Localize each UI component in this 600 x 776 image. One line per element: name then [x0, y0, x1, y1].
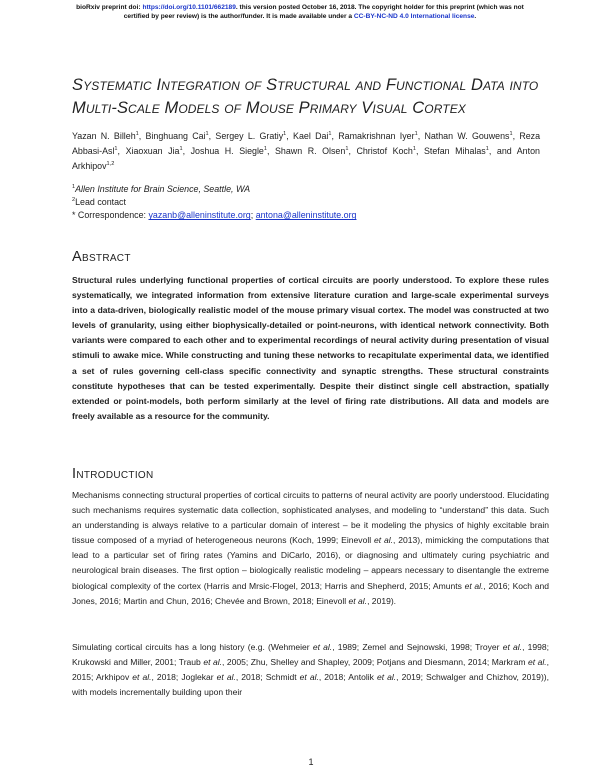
abstract-text: Structural rules underlying functional properties of cortical circuits are poorly understood. To explore these rules systematically, we integrated information from extensive literature curation and large-scale experimental surveys into a data-driven, biologically realistic model of the mouse primary visual cortex. The model was constructed at two levels of granularity, using either biophysically-detailed or point-neurons, with identical network connectivity. Both variants were compared to each other and to experimental recordings of neural activity during presentation of visual stimuli to awake mice. While constructing and tuning these networks to recapitulate experimental data, we identified a set of rules governing cell-class specific connectivity and synaptic strengths. These structural constraints constitute hypotheses that can be tested experimentally. Despite their distinct single cell abstraction, spatially extended or point-models, both perform similarly at the level of firing rate distributions. All data and models are freely available as a resource for the community. — [72, 275, 549, 421]
paragraph-run: , 2019). — [367, 595, 397, 606]
banner-text: bioRxiv preprint doi: — [76, 4, 143, 11]
author-name: Joshua H. Siegle — [190, 146, 264, 157]
author-name: Shawn R. Olsen — [275, 146, 346, 157]
page-number: 1 — [308, 757, 314, 767]
paragraph-run: Mechanisms connecting structural properties of cortical circuits to patterns of neural activity are poorly understood. Elucidating such mechanisms requires systematic data collection, sophisticated analyses, and modeling to “understand” this data. Such an understanding is always relative to a particular domain of interest – be it modeling the physics of highly excitable brain tissue composed of a myriad of heterogeneous neurons (Koch, 1999; Einevoll — [72, 490, 549, 546]
author-affiliation-marker: 1 — [345, 146, 349, 153]
citation-etal: et al. — [527, 657, 547, 668]
citation-etal: et al. — [299, 672, 319, 683]
author-name: Kael Dai — [293, 131, 329, 141]
citation-etal: et al. — [348, 595, 368, 606]
banner-text: . this version posted October 16, 2018. The copyright holder for this preprint (which was not — [235, 4, 524, 11]
author-name: Ramakrishnan Iyer — [338, 131, 415, 141]
author-affiliation-marker: 1 — [263, 146, 267, 153]
paragraph-run: , 2018; Joglekar — [151, 672, 217, 683]
paragraph-run: , 2016; Koch and Jones, 2016; Martin and Chun, 2016; Chevée and Brown, 2018; Einevoll — [72, 580, 549, 606]
abstract-heading: Abstract — [72, 249, 131, 265]
author-name: Anton Arkhipov — [72, 146, 540, 172]
author-affiliation-marker: 1 — [283, 131, 287, 138]
correspondence — [72, 209, 532, 222]
citation-etal: et al. — [502, 642, 523, 652]
author-name: Sergey L. Gratiy — [215, 131, 284, 141]
author-affiliation-marker: 1 — [509, 131, 513, 138]
citation-etal: et al. — [464, 580, 484, 591]
citation-etal: et al. — [312, 642, 333, 652]
banner-line-1 — [0, 4, 600, 13]
author-name: Binghuang Cai — [145, 131, 206, 141]
affiliations — [72, 183, 532, 223]
author-name: Yazan N. Billeh — [72, 131, 136, 141]
author-affiliation-marker: 1 — [485, 146, 489, 153]
citation-etal: et al. — [374, 535, 394, 546]
email-link-1[interactable]: yazanb@alleninstitute.org — [148, 210, 251, 221]
intro-paragraph-1 — [72, 488, 549, 609]
paragraph-run: , 2018; Antolik — [318, 672, 377, 683]
paragraph-run: , 1998; Krukowski and Miller, 2001; Traub — [72, 642, 550, 668]
license-link[interactable]: CC-BY-NC-ND 4.0 International license — [353, 12, 475, 20]
author-affiliation-marker: 1 — [179, 146, 183, 153]
affiliation — [72, 183, 532, 196]
citation-etal: et al. — [203, 657, 222, 668]
paragraph-run: Simulating cortical circuits has a long history (e.g. (Wehmeier — [72, 642, 313, 652]
lead-contact — [72, 196, 532, 209]
paragraph-run: , 2013), mimicking the computations that lead to a particular set of firing rates (Yamins and DiCarlo, 2016), or diagnosing and ultimately curing psychiatric and neurological brain diseases. The first option – biologically realistic modeling – appears necessary to disentangle the extreme biological complexity of the cortex (Harris and Mrsic-Flogel, 2013; Harris and Shepherd, 2015; Amunts — [72, 535, 549, 591]
citation-etal: et al. — [132, 672, 152, 683]
author-affiliation-marker: 1 — [205, 131, 209, 138]
author-name: Nathan W. Gouwens — [424, 131, 510, 141]
author-list: Yazan N. Billeh$^1$, Binghuang Cai$^1$, Sergey L. Gratiy$^1$, Kael Dai$^1$, Ramakrishnan Iyer$^1$, Nathan W. Gouwens$^1$, Reza Abbasi-Asl$^1$, Xiaoxuan Jia$^1$, Joshua H. Siegle$^1$, Shawn R. Olsen$^1$, Christof Koch$^1$, Stefan Mihalas$^1$, and Anton Arkhipov$^{1,2}$ — [72, 131, 541, 172]
author-affiliation-marker: 1 — [114, 146, 118, 153]
author-affiliation-marker: 1 — [135, 131, 139, 138]
doi-link[interactable]: https://doi.org/10.1101/662189 — [142, 4, 236, 11]
paragraph-run: , 2015; Arkhipov — [72, 657, 550, 683]
and-word: and — [491, 146, 517, 157]
citation-etal: et al. — [216, 672, 236, 683]
author-name: Reza Abbasi-Asl — [72, 131, 541, 157]
paragraph-run: , 1989; Zemel and Sejnowski, 1998; Troyer — [332, 642, 503, 652]
author-affiliation-marker: 1 — [412, 146, 416, 153]
author-name: Christof Koch — [356, 146, 413, 157]
banner-text: . — [474, 12, 477, 20]
author-name: Stefan Mihalas — [423, 146, 486, 157]
paper-title: Systematic Integration of Structural and Functional Data into Multi-Scale Models of Mouse Primary Visual Cortex — [72, 76, 539, 117]
email-link-2[interactable]: antona@alleninstitute.org — [255, 210, 357, 221]
correspondence-label: * Correspondence: — [72, 210, 149, 221]
paragraph-run: , 2019; Schwalger and Chizhov, 2019)), with models incrementally building upon their — [72, 672, 550, 698]
banner-text: certified by peer review) is the author/funder. It is made available under a — [123, 12, 354, 20]
author-affiliation-marker: 1 — [328, 131, 332, 138]
introduction-heading: Introduction — [72, 466, 154, 482]
preprint-banner — [0, 4, 600, 21]
lead-marker: 2 — [72, 197, 76, 204]
author-affiliation-marker: 1,2 — [106, 161, 115, 168]
intro-paragraph-2 — [72, 640, 549, 700]
citation-etal: et al. — [376, 672, 397, 683]
affiliation-text: Allen Institute for Brain Science, Seattle, WA — [75, 184, 251, 194]
banner-line-2 — [0, 13, 600, 22]
paragraph-run: , 2018; Schmidt — [235, 672, 300, 683]
affiliation-marker: 1 — [72, 184, 76, 191]
author-affiliation-marker: 1 — [414, 131, 418, 138]
paragraph-run: , 2005; Zhu, Shelley and Shapley, 2009; Potjans and Diesmann, 2014; Markram — [221, 657, 528, 668]
email-separator: ; — [250, 210, 256, 221]
lead-contact-text: Lead contact — [75, 197, 126, 208]
author-name: Xiaoxuan Jia — [125, 146, 180, 157]
